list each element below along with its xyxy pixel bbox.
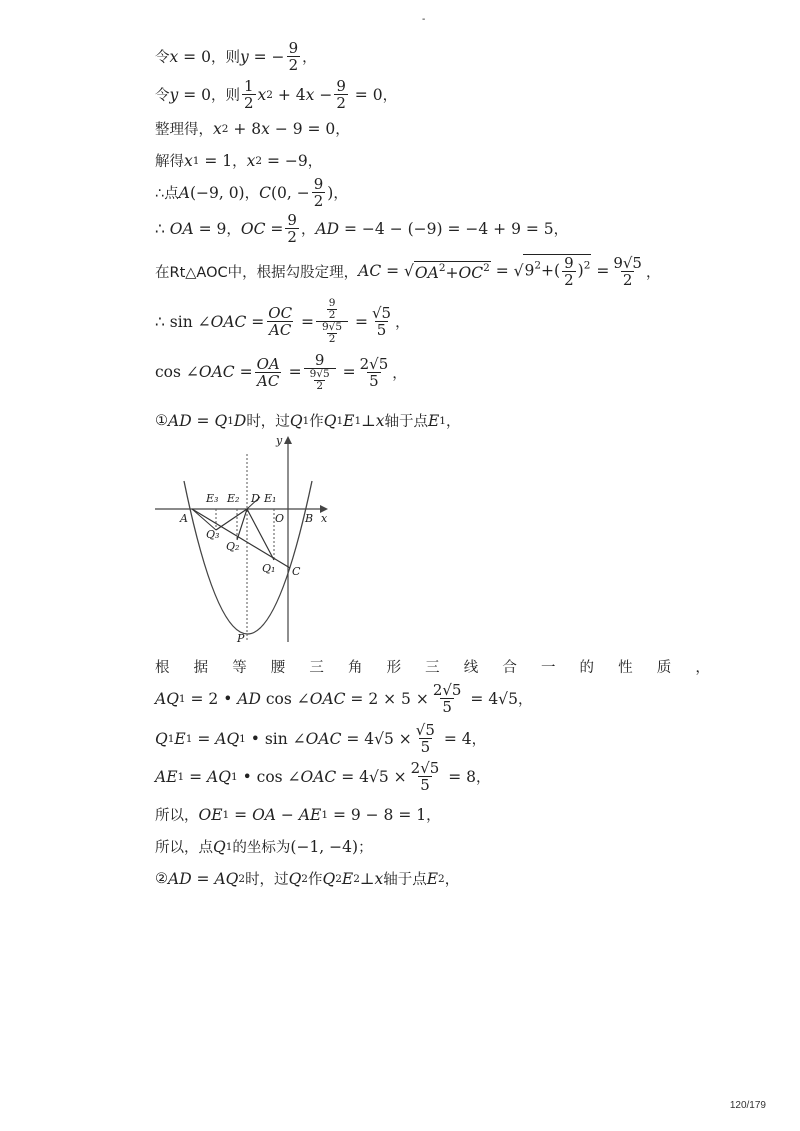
char: 一 [540,660,556,676]
segment-dq1 [247,509,274,560]
fraction: $\frac{OC}{AC}$ [268,304,293,339]
page-number: 120/179 [729,1100,766,1111]
segment-dq3 [216,509,247,530]
char: 等 [232,660,247,676]
text: ② [155,870,168,887]
char: 三 [425,660,440,676]
text: 令 [155,50,170,66]
text: 作 [307,872,323,888]
fraction: $\frac{9}{\frac{9√5}{2}}$ [304,352,336,392]
text: 整理得， [155,122,213,138]
fraction: $\frac{2√5}{5}$ [410,759,440,794]
char: 腰 [270,660,286,676]
fraction: $\frac{9}{2}$ [336,77,346,112]
text: ① [155,412,168,429]
line-2: 令 y = 0 ，则 $\frac{1}{2}$ x 2 + 4 x − $\frac{9}{2}$ = 0 ， [155,77,398,112]
text: 令 [155,88,170,104]
fraction: $\frac{√5}{5}$ [371,304,392,339]
fraction: $\frac{\frac{9}{2}}{\frac{9√5}{2}}$ [316,298,348,345]
header-mark: - [422,14,426,25]
line-17: ② AD = AQ 2 时，过 Q 2 作 Q 2 E 2 ⊥ x 轴于点 E 2 ， [155,869,460,888]
text: 的坐标为 [232,840,291,856]
line-7: 在Rt△AOC中，根据勾股定理， AC = √ $OA^2+OC^2$ = √ $9^2+$( $\frac{9}{2}$ )$^2$ = $\frac{9√5}{2}$ ， [155,253,661,289]
fraction: $\frac{2√5}{5}$ [359,354,389,390]
text: 轴于点 [383,872,427,888]
text: 所以，点 [155,840,213,856]
fraction: $\frac{9}{2}$ [287,211,297,246]
line-4: 解得 x 1 = 1 ， x 2 = −9 ， [155,151,323,170]
text: 作 [309,414,324,430]
char: 三 [309,660,324,676]
line-13: Q 1 E 1 = AQ 1 • sin ∠ OAC = 4√5 × $\frac{√5}{5}$ = 4 ， [155,721,487,756]
label-x: x [321,512,328,525]
parabola-curve [184,481,312,634]
line-6: ∴ OA = 9 ， OC = $\frac{9}{2}$ ， AD = −4 − (−9) = −4 + 9 = 5 ， [155,211,569,246]
fraction: $\frac{2√5}{5}$ [432,681,462,716]
segment-dq2 [237,509,247,540]
line-1: 令 x = 0 ，则 y = − $\frac{9}{2}$ ， [155,39,317,74]
line-8: ∴ sin ∠ OAC = $\frac{OC}{AC}$ = $\frac{\frac{9}{2}}{\frac{9√5}{2}}$ = $\frac{√5}{5}$ ， [155,297,410,345]
label-d: D [251,492,260,505]
segment-aq3 [192,509,216,530]
label-q2: Q₂ [226,540,240,553]
text: ，则 [210,88,240,104]
label-o: O [275,512,285,525]
char: 线 [463,660,479,676]
char: 根 [155,660,170,676]
y-arrow-icon [284,436,292,444]
char: ， [695,660,710,676]
char: 角 [347,660,363,676]
line-3: 整理得， x 2 + 8 x − 9 = 0 ， [155,119,350,138]
char: 形 [386,660,402,676]
fraction: $\frac{1}{2}$ [243,77,254,112]
line-9: cos ∠ OAC = $\frac{OA}{AC}$ = $\frac{9}{\frac{9√5}{2}}$ = $\frac{2√5}{5}$ ， [155,351,407,392]
label-q1: Q₁ [262,562,276,575]
line-15: 所以， OE 1 = OA − AE 1 = 9 − 8 = 1 ， [155,805,441,824]
label-q3: Q₃ [206,528,220,541]
text: 轴于点 [384,414,428,430]
label-e1: E₁ [264,492,277,505]
text: ∴点 [155,186,179,202]
label-b: B [305,512,314,525]
char: 性 [618,660,633,676]
char: 的 [579,660,595,676]
char: 质 [656,660,672,676]
fraction: $\frac{9}{2}$ [313,175,324,210]
char: 据 [193,660,209,676]
line-11 [155,656,710,677]
char: 合 [502,660,517,676]
label-a: A [180,512,188,525]
text: 所以， [155,808,199,824]
line-14: AE 1 = AQ 1 • cos ∠ OAC = 4√5 × $\frac{2√5}{5}$ = 8 ， [155,759,491,794]
label-e3: E₃ [206,492,219,505]
label-y: y [276,434,283,447]
line-5: ∴点 A (−9, 0) ， C (0, − $\frac{9}{2}$ ) ， [155,175,348,210]
parabola-figure [150,432,340,647]
text: 在Rt△AOC中，根据勾股定理， [155,264,359,281]
fraction: $\frac{9}{2}$ [288,39,299,74]
line-12: AQ 1 = 2 • AD cos ∠ OAC = 2 × 5 × $\frac{2√5}{5}$ = 4√5 ， [155,681,533,716]
label-c: C [292,565,301,578]
text: ，则 [210,50,240,66]
line-10: ① AD = Q 1 D 时，过 Q 1 作 Q 1 E 1 ⊥ x 轴于点 E 1 ， [155,411,461,430]
label-p: P [237,632,245,645]
text: 时，过 [246,414,290,430]
fraction: $\frac{√5}{5}$ [415,721,435,756]
text: 时，过 [245,872,289,888]
text: 解得 [155,154,184,170]
fraction: $\frac{9√5}{2}$ [613,253,642,289]
fraction: $\frac{9}{2}$ [564,254,574,289]
label-e2: E₂ [227,492,240,505]
fraction: $\frac{OA}{AC}$ [256,354,280,390]
line-16: 所以，点 Q 1 的坐标为 (−1, −4) ； [155,837,373,856]
text: ； [358,840,373,856]
